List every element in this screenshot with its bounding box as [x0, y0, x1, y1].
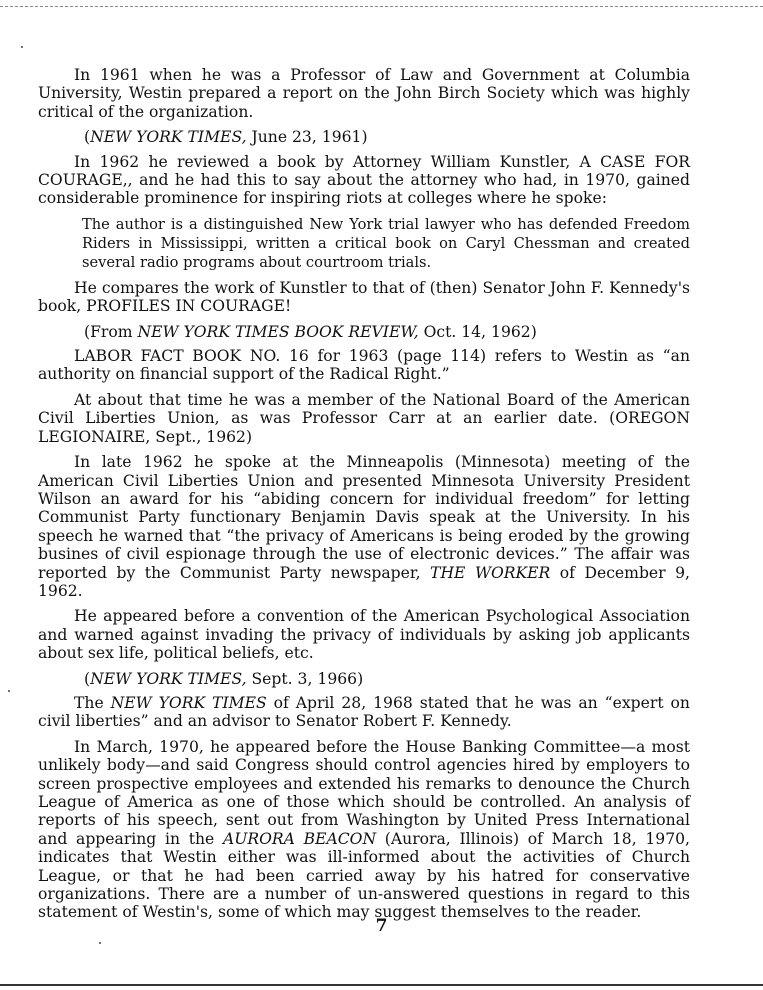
- citation-1-source: NEW YORK TIMES,: [90, 128, 247, 147]
- paragraph-7: He appeared before a convention of the American Psychological Association and warned against invading the privacy of individuals by asking job applicants about sex life, political beliefs, etc.: [38, 607, 690, 663]
- citation-1-date: June 23, 1961): [246, 128, 368, 147]
- paragraph-1: In 1961 when he was a Professor of Law and Government at Columbia University, Westin prepared a report on the John Birch Society which was highly critical of the organization.: [38, 66, 690, 121]
- citation-3-source: NEW YORK TIMES,: [90, 669, 247, 688]
- page-number: 7: [375, 916, 388, 936]
- top-border-rule: [0, 6, 763, 7]
- paragraph-5: At about that time he was a member of the National Board of the American Civil Liberties Union, as was Professor Carr at an earlier date. (OREGON LEGIONAIRE, Sept., 1962): [38, 390, 690, 446]
- citation-3: (NEW YORK TIMES, Sept. 3, 1966): [84, 669, 364, 688]
- page-body: [38, 66, 690, 929]
- paragraph-6: [38, 453, 690, 600]
- paragraph-9-text: In March, 1970, he appeared before the House Banking Committee—a most unlikely body—and said Congress should control agencies hired by employers to screen prospective employees and extended his remarks to denounce the Church League of America as one of those which should be controlled. An analysis of reports of his speech, sent out from Washington by United Press International and appearing in the: [38, 737, 690, 848]
- scan-speck: [21, 46, 23, 48]
- block-quote: The author is a distinguished New York trial lawyer who has defended Freedom Riders in Mississippi, written a critical book on Caryl Chessman and created several radio programs about courtroom trials.: [82, 215, 690, 271]
- citation-3-date: Sept. 3, 1966): [246, 669, 364, 688]
- paragraph-6-text: In late 1962 he spoke at the Minneapolis (Minnesota) meeting of the American Civil Liberties Union and presented Minnesota University President Wilson an award for his “abiding concern for individual freedom” for letting Communist Party functionary Benjamin Davis speak at the University. In his speech he warned that “the privacy of Americans is being eroded by the growing busines of civil espionage through the use of electronic devices.” The affair was reported by the Communist Party newspaper,: [38, 453, 690, 582]
- paragraph-2: In 1962 he reviewed a book by Attorney William Kunstler, A CASE FOR COURAGE,, and he had this to say about the attorney who had, in 1970, gained considerable prominence for inspiring riots at colleges where he spoke:: [38, 152, 690, 208]
- paragraph-9-newspaper: AURORA BEACON: [222, 829, 377, 848]
- paragraph-6-newspaper: THE WORKER: [430, 563, 551, 582]
- bottom-border-rule: [0, 984, 763, 986]
- paragraph-9-rest: (Aurora, Illinois) of March 18, 1970, indicates that Westin either was ill-informed about the activities of Church League, or that he had been carried away by his hatred for conservative organizations. There are a number of un-answered questions in regard to this statement of Westin's, some of which may suggest themselves to the reader.: [38, 829, 690, 922]
- citation-1: (NEW YORK TIMES, June 23, 1961): [84, 128, 368, 147]
- citation-2-date: Oct. 14, 1962): [418, 322, 537, 341]
- paragraph-4: LABOR FACT BOOK NO. 16 for 1963 (page 114) refers to Westin as “an authority on financial support of the Radical Right.”: [38, 347, 690, 384]
- paragraph-3: He compares the work of Kunstler to that of (then) Senator John F. Kennedy's book, PROFILES IN COURAGE!: [38, 278, 690, 316]
- paragraph-6-date: of December 9, 1962.: [38, 563, 690, 600]
- paragraph-8-prefix: The: [74, 693, 111, 712]
- paragraph-8-newspaper: NEW YORK TIMES: [110, 693, 267, 712]
- scan-speck: [99, 942, 101, 944]
- citation-2-prefix: (From: [84, 322, 138, 341]
- paragraph-8: [38, 694, 690, 731]
- citation-2: [38, 323, 690, 341]
- paragraph-8-text: of April 28, 1968 stated that he was an “expert on civil liberties” and an advisor to Senator Robert F. Kennedy.: [38, 693, 690, 731]
- paragraph-9: [38, 738, 690, 922]
- scan-speck: [8, 690, 10, 692]
- citation-2-source: NEW YORK TIMES BOOK REVIEW,: [137, 322, 419, 341]
